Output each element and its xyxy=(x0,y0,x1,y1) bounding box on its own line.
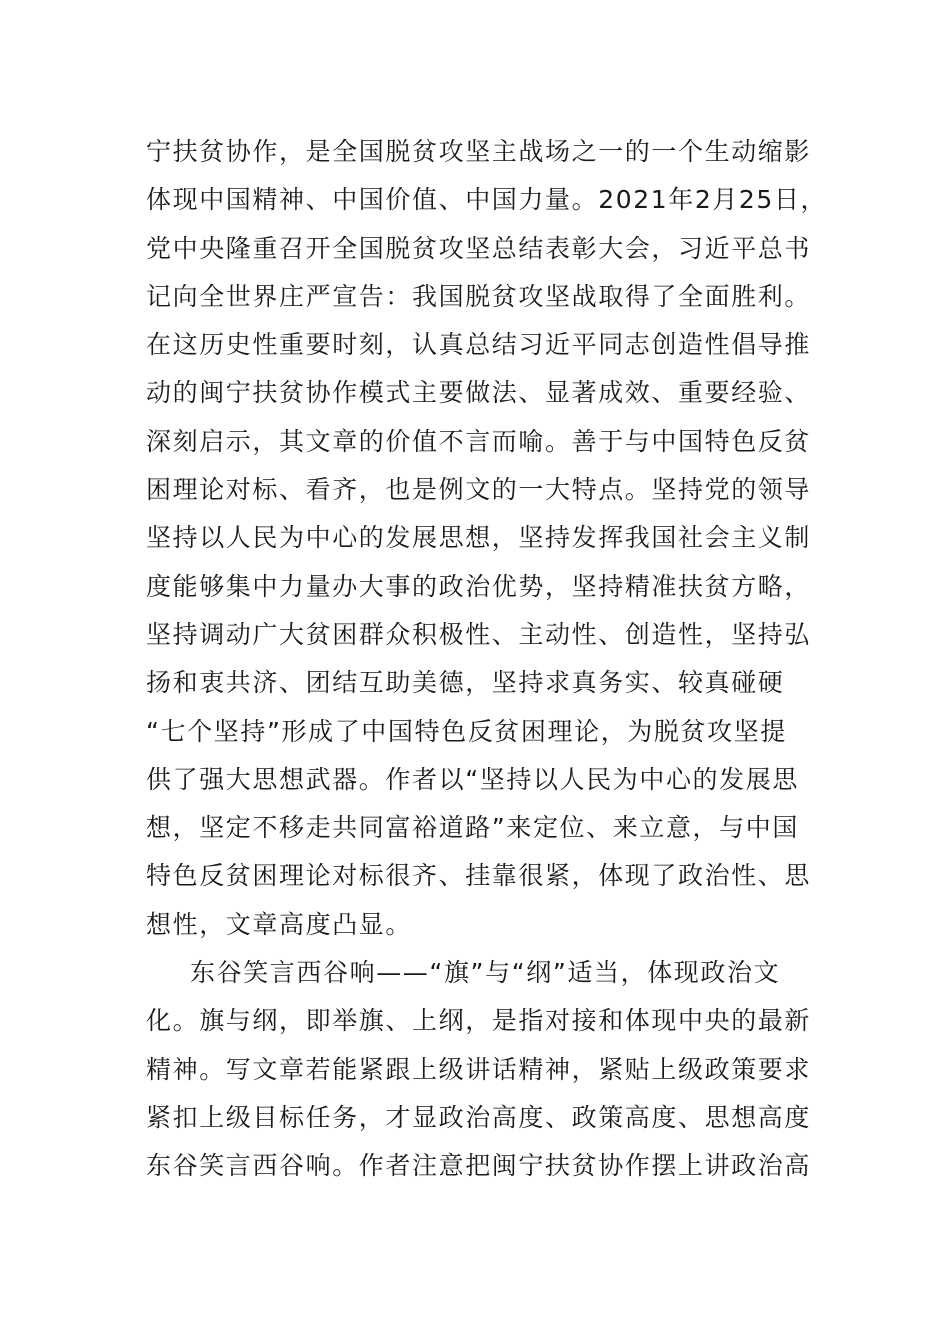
text-line: “七个坚持”形成了中国特色反贫困理论，为脱贫攻坚提 xyxy=(146,716,787,746)
text-line: 坚持以人民为中心的发展思想，坚持发挥我国社会主义制 xyxy=(146,523,812,553)
text-line: 供了强大思想武器。作者以“坚持以人民为中心的发展思 xyxy=(146,764,799,794)
text-line: 东谷笑言西谷响。作者注意把闽宁扶贫协作摆上讲政治高 xyxy=(146,1151,812,1181)
text-line: 特色反贫困理论对标很齐、挂靠很紧，体现了政治性、思 xyxy=(146,861,812,891)
paragraph-2 xyxy=(146,949,826,1190)
text-line: 精神。写文章若能紧跟上级讲话精神，紧贴上级政策要求 xyxy=(146,1054,812,1084)
text-line: 想，坚定不移走共同富裕道路”来定位、来立意，与中国 xyxy=(146,813,799,843)
text-line: 深刻启示，其文章的价值不言而喻。善于与中国特色反贫 xyxy=(146,426,812,456)
text-line: 体现中国精神、中国价值、中国力量。2021年2月25日， xyxy=(146,185,828,215)
text-line: 宁扶贫协作，是全国脱贫攻坚主战场之一的一个生动缩影 xyxy=(146,137,812,166)
text-line: 东谷笑言西谷响——“旗”与“纲”适当，体现政治文 xyxy=(190,958,781,988)
text-line: 化。旗与纲，即举旗、上纲，是指对接和体现中央的最新 xyxy=(146,1006,812,1036)
text-line: 困理论对标、看齐，也是例文的一大特点。坚持党的领导 xyxy=(146,475,812,505)
text-line: 在这历史性重要时刻，认真总结习近平同志创造性倡导推 xyxy=(146,330,812,360)
text-line: 紧扣上级目标任务，才显政治高度、政策高度、思想高度 xyxy=(146,1102,812,1132)
text-line: 坚持调动广大贫困群众积极性、主动性、创造性，坚持弘 xyxy=(146,619,812,649)
text-line: 想性，文章高度凸显。 xyxy=(146,909,413,939)
document-body xyxy=(146,128,826,1191)
text-line: 动的闽宁扶贫协作模式主要做法、显著成效、重要经验、 xyxy=(146,378,812,408)
paragraph-1 xyxy=(146,128,826,949)
text-line: 度能够集中力量办大事的政治优势，坚持精准扶贫方略， xyxy=(146,571,812,601)
text-line: 党中央隆重召开全国脱贫攻坚总结表彰大会，习近平总书 xyxy=(146,233,812,263)
text-line: 记向全世界庄严宣告：我国脱贫攻坚战取得了全面胜利。 xyxy=(146,281,812,311)
text-line: 扬和衷共济、团结互助美德，坚持求真务实、较真碰硬 xyxy=(146,668,785,698)
